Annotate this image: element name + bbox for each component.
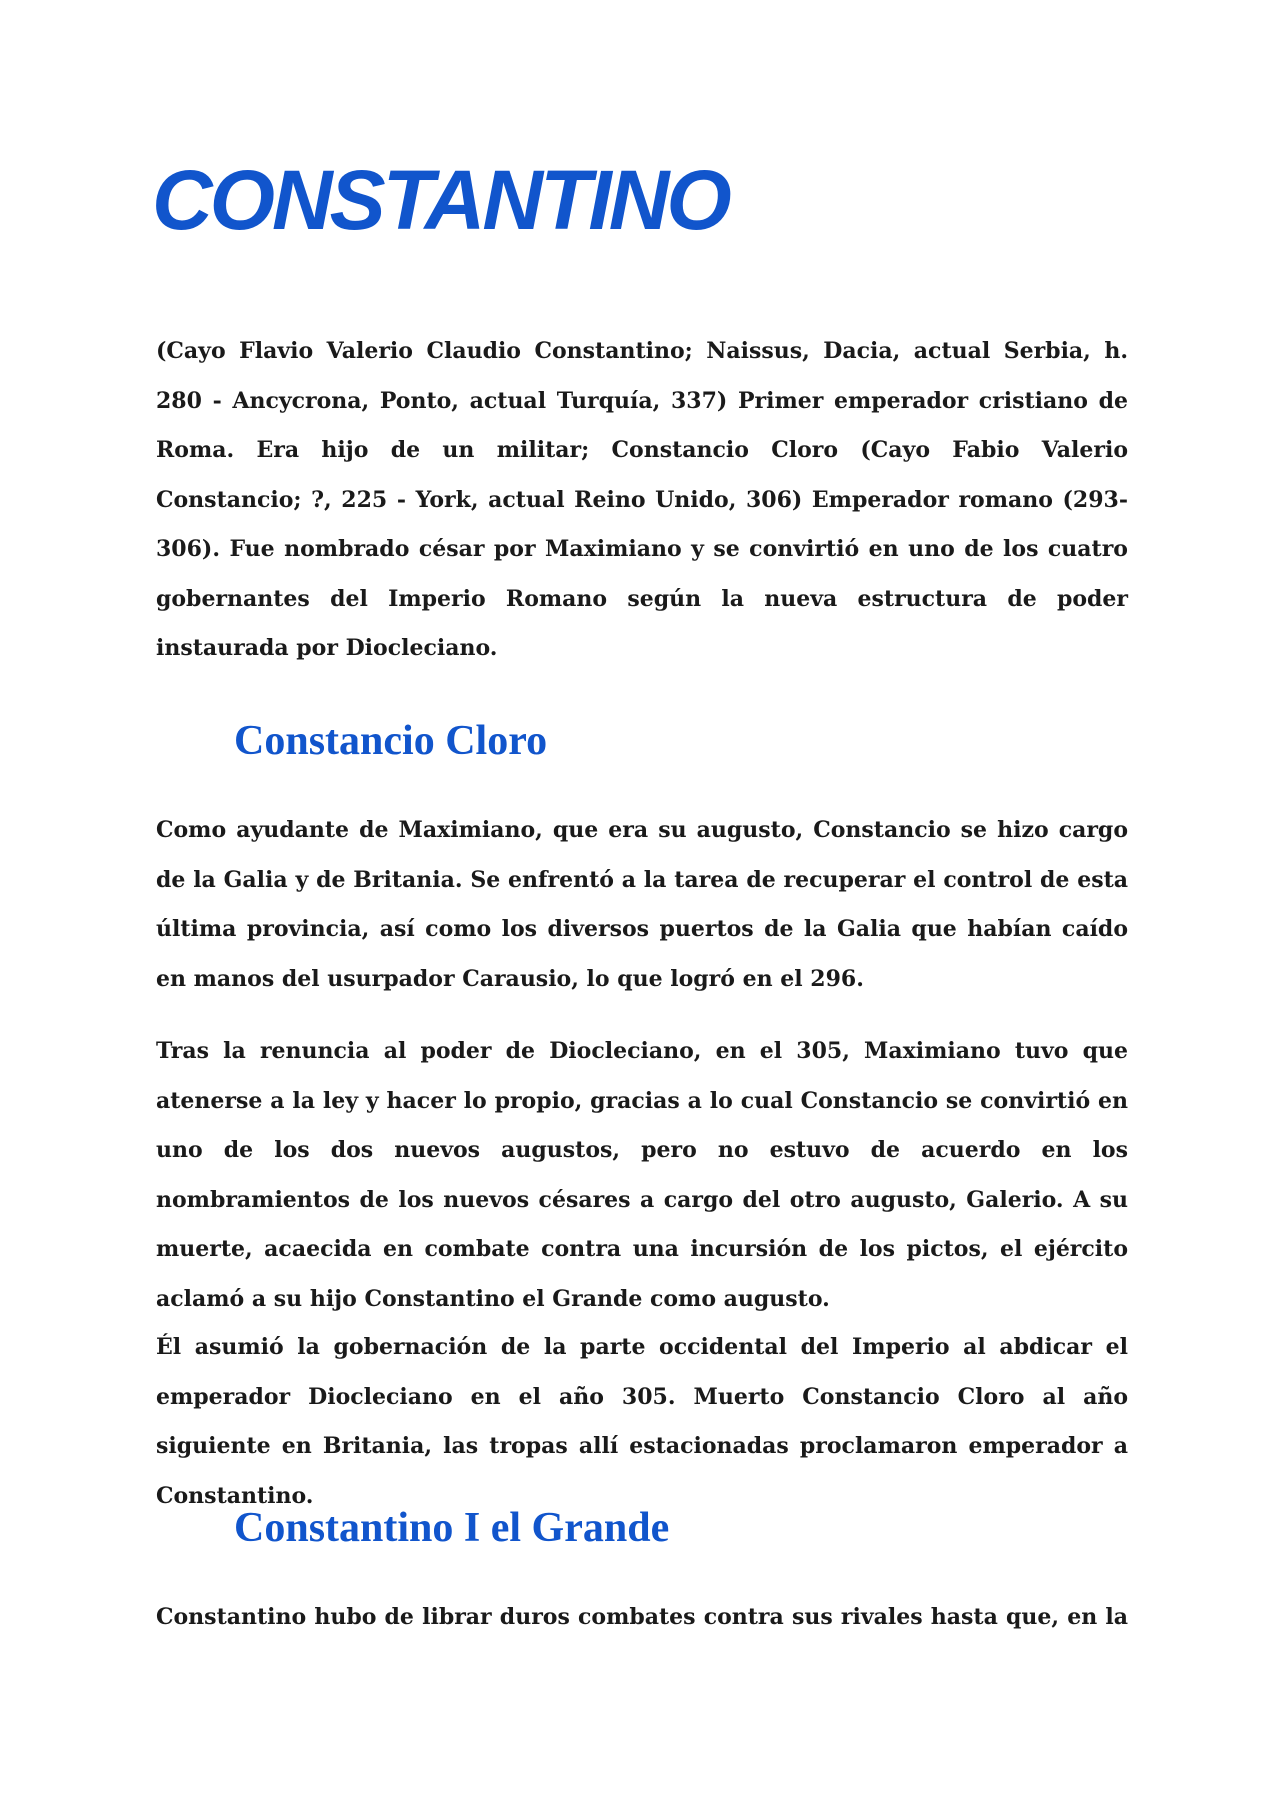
document-title: CONSTANTINO — [152, 153, 729, 247]
section-heading-constantino-i: Constantino I el Grande — [234, 1505, 670, 1551]
constantino-paragraph-1: Constantino hubo de librar duros combates contra sus rivales hasta que, en la — [156, 1604, 1128, 1630]
constancio-paragraph-1: Como ayudante de Maximiano, que era su augusto, Constancio se hizo cargo de la Galia y de Britania. Se enfrentó a la tarea de recuperar el control de esta última provincia, así como los diversos puertos de la Galia que habían caído en manos del usurpador Carausio, lo que logró en el 296. — [156, 817, 1128, 992]
section-heading-constancio-cloro: Constancio Cloro — [234, 718, 548, 764]
constancio-paragraph-3: Él asumió la gobernación de la parte occidental del Imperio al abdicar el emperador Diocleciano en el año 305. Muerto Constancio Cloro al año siguiente en Britania, las tropas allí estacionadas proclamaron emperador a Constantino. — [156, 1334, 1128, 1509]
constancio-paragraph-2: Tras la renuncia al poder de Diocleciano, en el 305, Maximiano tuvo que atenerse a la ley y hacer lo propio, gracias a lo cual Constancio se convirtió en uno de los dos nuevos augustos, pero no estuvo de acuerdo en los nombramientos de los nuevos césares a cargo del otro augusto, Galerio. A su muerte, acaecida en combate contra una incursión de los pictos, el ejército aclamó a su hijo Constantino el Grande como augusto. — [156, 1038, 1128, 1312]
intro-paragraph: (Cayo Flavio Valerio Claudio Constantino; Naissus, Dacia, actual Serbia, h. 280 - Ancycrona, Ponto, actual Turquía, 337) Primer emperador cristiano de Roma. Era hijo de un militar; Constancio Cloro (Cayo Fabio Valerio Constancio; ?, 225 - York, actual Reino Unido, 306) Emperador romano (293-306). Fue nombrado césar por Maximiano y se convirtió en uno de los cuatro gobernantes del Imperio Romano según la nueva estructura de poder instaurada por Diocleciano. — [156, 338, 1128, 661]
